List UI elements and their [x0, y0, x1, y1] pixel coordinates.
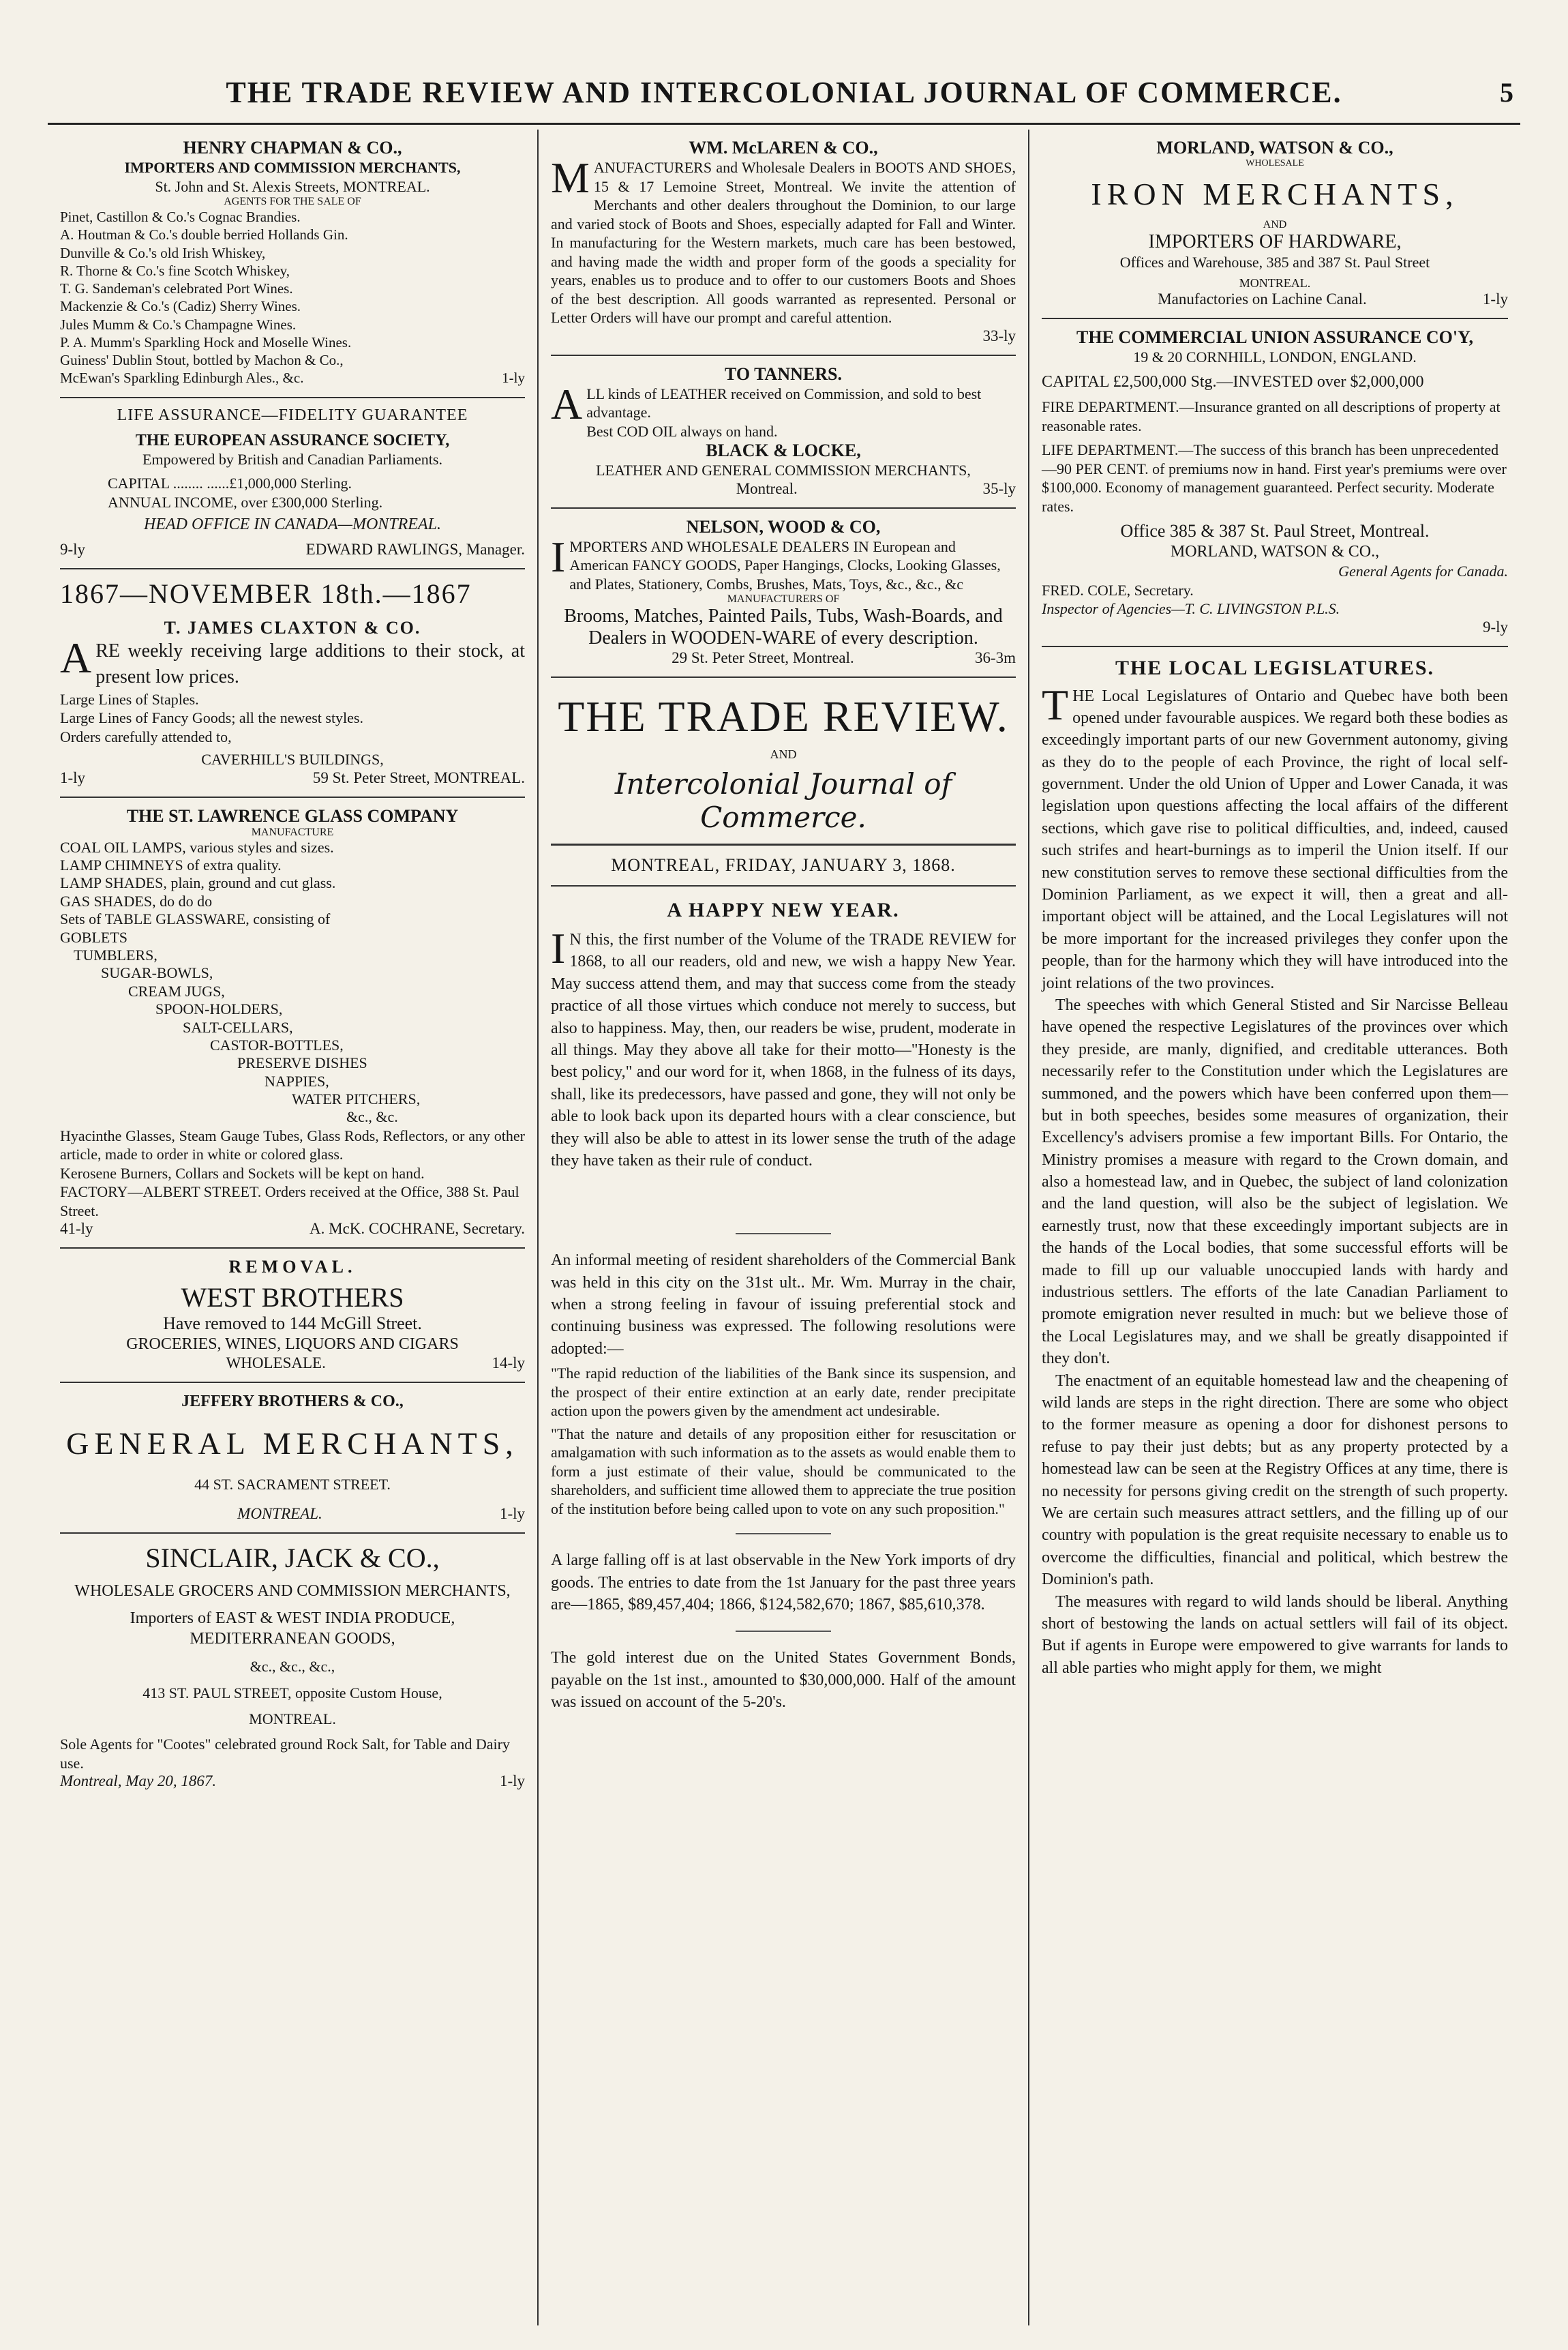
page-number: 5 [1500, 76, 1513, 108]
column-middle [539, 130, 1029, 2325]
ad-west-brothers [60, 1249, 525, 1383]
ad-text: Hyacinthe Glasses, Steam Gauge Tubes, Glass Rods, Reflectors, or any other article, made to order in white or colored glass. [60, 1127, 525, 1163]
list-item: LAMP CHIMNEYS of extra quality. [60, 856, 282, 874]
list-item: Pinet, Castillon & Co.'s Cognac Brandies. [60, 209, 301, 225]
ad-line: Empowered by British and Canadian Parliaments. [142, 450, 442, 468]
list-item: WATER PITCHERS, [292, 1090, 421, 1108]
list-item: R. Thorne & Co.'s fine Scotch Whiskey, [60, 262, 290, 279]
list-item: COAL OIL LAMPS, various styles and sizes. [60, 838, 334, 856]
ad-european-assurance [60, 398, 525, 570]
ad-line: 29 St. Peter Street, Montreal. [672, 649, 854, 666]
ad-text: ALL kinds of LEATHER received on Commission, and sold to best advantage. [551, 379, 982, 428]
ad-text: Brooms, Matches, Painted Pails, Tubs, Wash-Boards, and Dealers in WOODEN-WARE of every description. [564, 606, 1003, 649]
ad-code: 14-ly [492, 1354, 525, 1372]
ad-title: THE ST. LAWRENCE GLASS COMPANY [126, 805, 459, 826]
masthead-title: THE TRADE REVIEW. [558, 692, 1009, 741]
list-item: GOBLETS [60, 928, 127, 946]
ad-text: FACTORY—ALBERT STREET. Orders received at the Office, 388 St. Paul Street. [60, 1183, 519, 1219]
ad-line: Importers of EAST & WEST INDIA PRODUCE, MEDITERRANEAN GOODS, [130, 1609, 455, 1648]
ad-line: MANUFACTURE [251, 826, 334, 838]
ad-line: Large Lines of Fancy Goods; all the newest styles. [60, 709, 363, 727]
ad-code: 1-ly [502, 370, 525, 387]
ad-line: WHOLESALE. [226, 1354, 326, 1372]
ad-line: CAPITAL £2,500,000 Stg.—INVESTED over $2,000,000 [1042, 373, 1424, 391]
ad-line: Office 385 & 387 St. Paul Street, Montreal. [1120, 521, 1430, 541]
ad-code: 9-ly [1482, 618, 1508, 636]
article-gold-interest: The gold interest due on the United States Government Bonds, payable on the 1st inst., amounted to $30,000,000. Half of the amount was issued on account of the 5-20's. [551, 1649, 1016, 1712]
dateline: MONTREAL, FRIDAY, JANUARY 3, 1868. [551, 846, 1016, 887]
ad-line: &c., &c., &c., [250, 1657, 335, 1675]
list-item: &c., &c. [346, 1108, 398, 1126]
ad-line: Large Lines of Staples. [60, 690, 199, 708]
ad-line: FRED. COLE, Secretary. [1042, 581, 1194, 599]
article-title: A HAPPY NEW YEAR. [667, 899, 900, 921]
ad-line: CAPITAL ........ ......£1,000,000 Sterling. [108, 475, 352, 492]
ad-line: WHOLESALE [1246, 158, 1304, 168]
ad-line: 59 St. Peter Street, MONTREAL. [312, 769, 525, 786]
ad-morland-watson [1042, 130, 1508, 319]
ad-commercial-union [1042, 319, 1508, 647]
masthead-and: AND [770, 747, 797, 761]
ad-sinclair-jack [60, 1534, 525, 1800]
column-right [1029, 130, 1520, 2325]
ad-title: IRON MERCHANTS, [1091, 177, 1459, 211]
article-text: The speeches with which General Stisted and Sir Narcisse Belleau have opened the respective Legislatures of the provinces over which they preside, are manly, dignified, and creditable utterances. Both necessarily refer to the Constitution under which the Legislatures are summoned, and the powers which have been conferred upon them—but in both speeches, besides some measures of organization, their Excellency's advisers promise a few important Bills. For Ontario, the Ministry promises a measure with regard to the Crown domain, and also a homestead law, and in Quebec, the subject of land colonization and the land question, will also be the subject of legislation. We earnestly trust, now that these exceedingly important subjects are in the hands of the Local bodies, that some successful efforts will be made to fill up our valuable unoccupied lands with hardy and industrious settlers. The efforts of the late Canadian Parliament to promote emigration never resulted in much: but we believe those of the Local Legislatures may, and we shall be greatly disappointed if they don't. [1042, 996, 1508, 1368]
list-item: SUGAR-BOWLS, [101, 964, 213, 982]
ad-line: ANNUAL INCOME, over £300,000 Sterling. [108, 493, 383, 511]
ad-title: 1867—NOVEMBER 18th.—1867 [60, 578, 472, 609]
ad-title: BLACK & LOCKE, [706, 441, 861, 460]
ad-title: HENRY CHAPMAN & CO., [183, 138, 402, 158]
ad-title: REMOVAL. [228, 1257, 357, 1277]
ad-code: 9-ly [60, 541, 86, 558]
ad-line: Manufactories on Lachine Canal. [1158, 290, 1367, 308]
ad-line: Best COD OIL always on hand. [586, 422, 778, 440]
list-item: Jules Mumm & Co.'s Champagne Wines. [60, 316, 297, 333]
ad-st-lawrence-glass [60, 798, 525, 1249]
ad-title: SINCLAIR, JACK & CO., [145, 1542, 440, 1573]
ad-code: 1-ly [499, 1504, 525, 1522]
list-item: McEwan's Sparkling Edinburgh Ales., &c. [60, 370, 304, 387]
ad-line: St. John and St. Alexis Streets, MONTREAL. [155, 177, 430, 195]
ad-text: FIRE DEPARTMENT.—Insurance granted on all descriptions of property at reasonable rates. [1042, 398, 1501, 434]
ad-line: A. McK. COCHRANE, Secretary. [310, 1220, 525, 1238]
ad-line: IMPORTERS OF HARDWARE, [1148, 231, 1402, 252]
ad-line: Orders carefully attended to, [60, 728, 232, 745]
separator [736, 1233, 831, 1234]
ad-line: HEAD OFFICE IN CANADA—MONTREAL. [144, 516, 441, 533]
ad-title: NELSON, WOOD & CO, [686, 516, 881, 537]
ad-line: Offices and Warehouse, 385 and 387 St. Paul Street [1119, 254, 1430, 271]
ad-line: Montreal. [736, 479, 798, 497]
list-item: Dunville & Co.'s old Irish Whiskey, [60, 244, 266, 261]
ad-code: 41-ly [60, 1220, 93, 1238]
ad-line: AGENTS FOR THE SALE OF [224, 196, 361, 207]
ad-title: T. JAMES CLAXTON & CO. [164, 618, 421, 638]
list-item: Mackenzie & Co.'s (Cadiz) Sherry Wines. [60, 298, 301, 315]
list-item: LAMP SHADES, plain, ground and cut glass. [60, 874, 336, 892]
article-local-legislatures [1042, 647, 1508, 1680]
ad-line: 413 ST. PAUL STREET, opposite Custom House, [142, 1684, 442, 1702]
list-item: GAS SHADES, do do do [60, 892, 213, 910]
list-item: SALT-CELLARS, [183, 1018, 293, 1036]
article-dry-goods: A large falling off is at last observable in the New York imports of dry goods. The entries to date from the 1st January for the past three years are—1865, $89,457,404; 1866, $124,582,670; 1867, $85,610,378. [551, 1551, 1016, 1614]
ad-text: Kerosene Burners, Collars and Sockets will be kept on hand. [60, 1164, 425, 1182]
ad-title: TO TANNERS. [725, 363, 842, 384]
ad-list [60, 839, 525, 1127]
ad-jeffery-brothers [60, 1383, 525, 1534]
article-text: The measures with regard to wild lands should be liberal. Anything short of bestowing the lands on actual settlers will fail of its object. But if agents in Europe were empowered to give warrants for lands to all able parties who might apply for them, we might [1042, 1592, 1508, 1677]
running-title: THE TRADE REVIEW AND INTERCOLONIAL JOURNAL OF COMMERCE. [226, 75, 1342, 109]
ad-mclaren [551, 130, 1016, 356]
list-item: PRESERVE DISHES [237, 1054, 367, 1072]
ad-line: Montreal, May 20, 1867. [60, 1772, 217, 1790]
separator [736, 1533, 831, 1534]
masthead [551, 678, 1016, 846]
ad-code: 35-ly [982, 479, 1016, 497]
ad-line: MANUFACTURERS OF [727, 593, 840, 605]
ad-line: MONTREAL. [249, 1710, 336, 1727]
ad-line: Have removed to 144 McGill Street. [163, 1313, 422, 1334]
article-text: IN this, the first number of the Volume of the TRADE REVIEW for 1868, to all our readers, old and new, we wish a happy New Year. May success attend them, and may that success come from the steady practice of all those virtues which conduce not merely to success, but also to happiness. May, then, our readers be wise, prudent, moderate in all things. May they above all take for their motto—"Honesty is the best policy," and our word for it, when 1868, in the fulness of its days, shall, like its predecessors, have passed and gone, they will not only be able to look back upon its departed hours with a clear conscience, but they will also be able to attest in its lower sense the truth of the adage they have taken as their rule of conduct. [551, 924, 1016, 1170]
ad-title: WM. McLAREN & CO., [689, 138, 878, 158]
list-item: Guiness' Dublin Stout, bottled by Machon & Co., [60, 352, 344, 368]
separator [736, 1631, 831, 1632]
ad-to-tanners [551, 356, 1016, 509]
article-quote: "The rapid reduction of the liabilities of the Bank since its suspension, and the prospect of their entire extinction at an early date, render precipitate action upon the powers given by the amendment act undesirable. [551, 1365, 1016, 1420]
ad-title: JEFFERY BROTHERS & CO., [181, 1393, 404, 1411]
ad-line: MORLAND, WATSON & CO., [1170, 543, 1380, 561]
ad-code: 1-ly [1482, 290, 1508, 308]
ad-line: CAVERHILL'S BUILDINGS, [201, 751, 384, 769]
ad-line: GROCERIES, WINES, LIQUORS AND CIGARS [126, 1335, 459, 1354]
ad-line: EDWARD RAWLINGS, Manager. [305, 541, 525, 558]
list-item: SPOON-HOLDERS, [155, 1000, 283, 1018]
article-happy-new-year [551, 887, 1016, 1172]
ad-line: LEATHER AND GENERAL COMMISSION MERCHANTS, [596, 462, 971, 479]
list-item: A. Houtman & Co.'s double berried Hollands Gin. [60, 226, 348, 243]
list-item: CASTOR-BOTTLES, [210, 1036, 344, 1054]
ad-claxton [60, 569, 525, 798]
article-text: An informal meeting of resident shareholders of the Commercial Bank was held in this city on the 31st ult.. Mr. Wm. Murray in the chair, when a strong feeling in favour of issuing preferential stock and continuing business was expressed. The following resolutions were adopted:— [551, 1251, 1016, 1358]
ad-nelson-wood [551, 509, 1016, 679]
ad-line: 44 ST. SACRAMENT STREET. [194, 1476, 391, 1493]
list-item: P. A. Mumm's Sparkling Hock and Moselle Wines. [60, 333, 352, 351]
ad-title: THE EUROPEAN ASSURANCE SOCIETY, [135, 431, 450, 449]
ad-line: 19 & 20 CORNHILL, LONDON, ENGLAND. [1133, 348, 1417, 366]
newspaper-page [48, 61, 1520, 2325]
page-header [48, 61, 1520, 125]
article-text: THE Local Legislatures of Ontario and Quebec have both been opened under favourable auspices. We regard both these bodies as exceedingly important parts of our new Government autonomy, giving as they do to the people of each Province, the right of local self-government. Under the old Union of Upper and Lower Canada, it was legislation upon questions affecting the local affairs of the different sections, which gave rise to political difficulties, and, indeed, caused such strifes and heart-burnings as to imperil the Union itself. If our new constitution serves to remove these sectional difficulties from the Dominion Parliament, as we expect it will, then a great and all-important object will be attained, and the Local Legislatures will not be more important for the increased privileges they confer upon the people, than for the harmony which they will have introduced into the joint relations of the two provinces. [1042, 680, 1508, 992]
article-commercial-bank [551, 1249, 1016, 1518]
ad-text: ARE weekly receiving large additions to their stock, at present low prices. [60, 634, 525, 687]
list-item: NAPPIES, [265, 1072, 329, 1090]
article-title: THE LOCAL LEGISLATURES. [1115, 656, 1435, 679]
ad-text: LIFE DEPARTMENT.—The success of this branch has been unprecedented—90 PER CENT. of premiums now in hand. First year's premiums were over $100,000. Economy of management guaranteed. Perfect security. Moderate rates. [1042, 441, 1507, 515]
ad-text: Sole Agents for "Cootes" celebrated ground Rock Salt, for Table and Dairy use. [60, 1736, 510, 1772]
list-item: T. G. Sandeman's celebrated Port Wines. [60, 280, 293, 297]
ad-henry-chapman [60, 130, 525, 398]
ad-line: AND [1263, 219, 1287, 230]
article-quote: "That the nature and details of any proposition either for resuscitation or amalgamation with such information as to the assets as would enable them to form a just estimate of their value, should be communicated to the shareholders, and sufficient time allowed them to appreciate the true position of the institution before being called upon to vote on any such proposition." [551, 1425, 1016, 1517]
ad-code: 1-ly [60, 769, 86, 786]
article-text: The enactment of an equitable homestead law and the cheapening of wild lands are steps in the right direction. There are some who object to the former measure as opening a door for dishonest persons to refuse to pay their just debts; but as any property protected by a homestead law can be seen at the Registry Offices at any time, there is no necessity for persons giving credit on the strength of such property. We are certain such measures attract settlers, and the filling up of our country with population is the great requisite necessary to enable us to overcome the difficulties, financial and political, which bestrew the Dominion's path. [1042, 1371, 1508, 1589]
ad-line: MONTREAL. [237, 1504, 322, 1522]
list-item: TUMBLERS, [74, 946, 157, 964]
ad-line: General Agents for Canada. [1338, 563, 1508, 580]
ad-list [60, 208, 525, 387]
ad-title: MORLAND, WATSON & CO., [1156, 138, 1393, 158]
ad-title: THE COMMERCIAL UNION ASSURANCE CO'Y, [1076, 327, 1473, 347]
ad-title: LIFE ASSURANCE—FIDELITY GUARANTEE [117, 406, 468, 424]
ad-code: 1-ly [499, 1772, 525, 1790]
ad-line: Inspector of Agencies—T. C. LIVINGSTON P.L.S. [1042, 600, 1340, 617]
ad-line: WHOLESALE GROCERS AND COMMISSION MERCHANTS, [74, 1581, 511, 1600]
ad-text: MANUFACTURERS and Wholesale Dealers in BOOTS AND SHOES, 15 & 17 Lemoine Street, Montreal. We invite the attention of Merchants and other dealers throughout the Dominion, to our large and varied stock of Boots and Shoes, especially adapted for Fall and Winter. In manufacturing for the Western markets, much care has been bestowed, and having made the width and proper form of the goods a speciality for years, enables us to produce and to offer to our customers Boots and Shoes of the best description. All goods warranted as represented. Personal or Letter Orders will have our prompt and careful attention. [551, 153, 1016, 326]
ad-title: GENERAL MERCHANTS, [66, 1426, 519, 1461]
list-item: CREAM JUGS, [128, 982, 225, 1000]
ad-code: 33-ly [982, 327, 1016, 344]
ad-line: IMPORTERS AND COMMISSION MERCHANTS, [124, 159, 461, 176]
ad-code: 36-3m [974, 649, 1016, 666]
column-left [48, 130, 539, 2325]
list-item: Sets of TABLE GLASSWARE, consisting of [60, 910, 331, 928]
ad-text: IMPORTERS AND WHOLESALE DEALERS IN European and American FANCY GOODS, Paper Hangings, Clocks, Looking Glasses, and Plates, Stationery, Combs, Brushes, Mats, Toys, &c., &c., &c [551, 532, 1001, 593]
ad-line: MONTREAL. [1239, 276, 1311, 290]
ad-title: WEST BROTHERS [181, 1282, 404, 1313]
masthead-subtitle: Intercolonial Journal of Commerce. [614, 767, 952, 834]
